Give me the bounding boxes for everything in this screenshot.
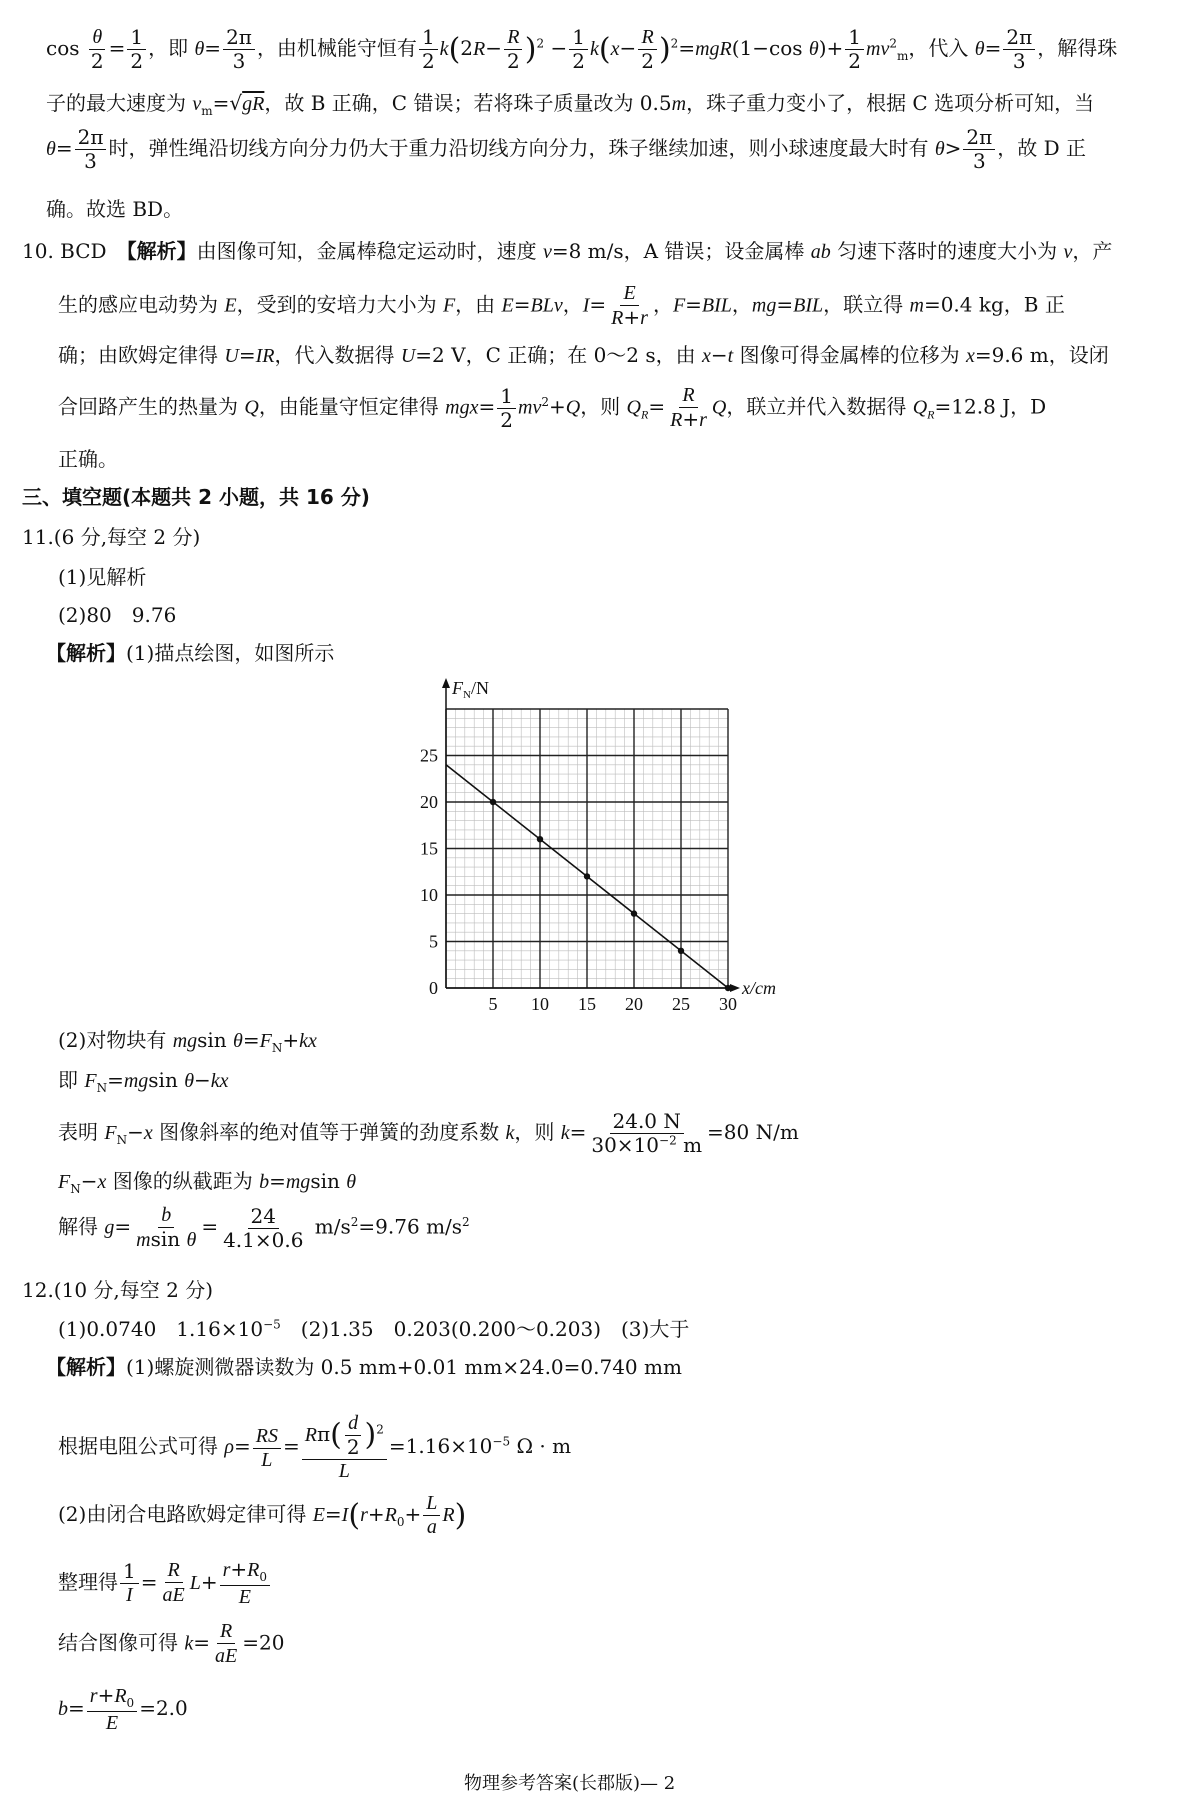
x-tick-label: 15 (578, 994, 596, 1014)
data-point (537, 836, 543, 842)
q9-line-2: 子的最大速度为 $v_m=√gR$，故 B 正确，C 错误；若将珠子质量改为 0.5m，珠子重力变小了，根据 C 选项分析可知，当 (46, 91, 1095, 118)
q11-exp1-text: (1)描点绘图，如图所示 (126, 641, 335, 665)
q9-line-3: θ= $\frac{2\pi}{3}$ 时，弹性绳沿切线方向分力仍大于重力沿切线方向分力，珠子继续加速，则小球速度最大时有 θ> $\frac{2\pi}{3}$ ，故 D 正 (46, 125, 1087, 173)
q11-answer-1: (1)见解析 (58, 565, 147, 589)
q12-exp-1: 【解析】(1)螺旋测微器读数为 0.5 mm+0.01 mm×24.0=0.740 mm (46, 1355, 682, 1379)
q12-exp-6: b= $\frac{r+R_0}{E}$ =2.0 (58, 1683, 188, 1734)
y-axis-arrow (442, 678, 450, 688)
x-axis-label: x/cm (742, 978, 776, 998)
y-tick-label: 5 (429, 931, 438, 952)
q11-tag: 【解析】 (46, 641, 126, 665)
q10-line-1: 10. BCD 【解析】由图像可知，金属棒稳定运动时，速度 v=8 m/s，A 错误；设金属棒 ab 匀速下落时的速度大小为 v，产 (22, 239, 1113, 263)
x-tick-label: 25 (672, 994, 690, 1014)
data-point (725, 985, 731, 991)
page-footer: 物理参考答案(长郡版)— 2 (464, 1773, 676, 1794)
y-axis-label: $F_N/N$ (452, 678, 489, 701)
q11-part2-5: 解得 g= $\frac{b}{\text{msin θ}}$ = $\frac{24}{4.1\times 0.6}$ $m/s^2=9.76$ $m/s^2$ (58, 1203, 470, 1252)
x-axis-arrow (730, 984, 740, 992)
q9-line-1: cos $\frac{\theta}{2}$ = $\frac{1}{2}$ ，即 θ= $\frac{2\pi}{3}$ ，由机械能守恒有 $\frac{1}{2}$ k(2R− $\frac{R}{2}$ )$^2$ − $\frac{1}{2}$ k(x− $\frac{R}{2}$ )$^2$=mgR(1−cos θ)+ $\frac{1}{2}$ $mv^2_m$，代入 θ= $\frac{2\pi}{3}$ ，解得珠 (46, 25, 1118, 73)
q12-answers: (1)0.0740 $1.16\times 10^{-5}$ (2)1.35 0.203(0.200～0.203) (3)大于 (58, 1317, 690, 1341)
q11-part2-1: (2)对物块有 mgsin $\theta=F_N+kx$ (58, 1028, 317, 1055)
q10-line-3: 确；由欧姆定律得 U=IR，代入数据得 U=2 V，C 正确；在 0～2 s，由 x−t 图像可得金属棒的位移为 x=9.6 m，设闭 (58, 343, 1109, 367)
q10-line-4: 合回路产生的热量为 Q，由能量守恒定律得 mgx= $\frac{1}{2}$ $mv^2+Q$，则 $Q_R=$ $\frac{R}{R+r}$ Q，联立并代入数据得 $Q_R=12.8$ J，D (58, 383, 1047, 432)
y-tick-label: 20 (420, 792, 438, 812)
q11-part2-4: $F_N-x$ 图像的纵截距为 b=mgsin θ (58, 1169, 357, 1196)
q9-line-4: 确。故选 BD。 (46, 197, 184, 221)
y-tick-label: 25 (420, 745, 438, 766)
q12-exp-5: 结合图像可得 k= $\frac{R}{aE}$ =20 (58, 1620, 285, 1667)
q12-header: 12.(10 分,每空 2 分) (22, 1278, 214, 1302)
y-tick-label: 0 (429, 978, 438, 998)
section-three-heading: 三、填空题(本题共 2 小题，共 16 分) (22, 485, 370, 509)
q11-header: 11.(6 分,每空 2 分) (22, 525, 201, 549)
q12-exp-2: 根据电阻公式可得 ρ= $\frac{RS}{L}$ = Rπ( $\frac{d}{2}$ )$^2$ L $=1.16\times 10^{-5}$ Ω · m (58, 1412, 572, 1482)
tick-labels (420, 746, 737, 1015)
data-point (631, 910, 637, 916)
q10-number: 10. BCD (22, 239, 107, 263)
x-tick-label: 30 (719, 994, 737, 1014)
major-grid (446, 709, 728, 988)
y-tick-label: 15 (420, 838, 438, 859)
data-point (490, 799, 496, 805)
q11-part2-3: 表明 $F_N-x$ 图像斜率的绝对值等于弹簧的劲度系数 k，则 k= $\frac{24.0 N}{30\times 10^{-2} m}$ =80 N/m (58, 1109, 799, 1157)
q12-exp-4: 整理得 $\frac{1}{I}$ = $\frac{R}{aE}$ L+ $\frac{r+R_0}{E}$ (58, 1558, 272, 1609)
x-tick-label: 5 (488, 994, 498, 1014)
fn-x-graph (400, 678, 820, 1014)
x-tick-label: 10 (531, 994, 549, 1014)
q12-exp-3: (2)由闭合电路欧姆定律可得 $E=I(r+R_0+$ $\frac{L}{a}$ R) (58, 1492, 467, 1538)
x-tick-label: 20 (625, 994, 643, 1014)
data-point (584, 873, 590, 879)
q12-tag: 【解析】 (46, 1355, 126, 1379)
q11-part2-2: 即 $F_N=mgsin$ θ−kx (58, 1068, 229, 1095)
q11-answer-2: (2)80 9.76 (58, 603, 177, 627)
data-point (678, 948, 684, 954)
q10-tag: 【解析】 (126, 239, 197, 263)
q11-explanation-1 (46, 640, 334, 666)
q10-line-2: 生的感应电动势为 E，受到的安培力大小为 F，由 E=BLv，I= $\frac{E}{R+r}$ ，F=BIL，mg=BIL，联立得 m=0.4 kg，B 正 (58, 282, 1065, 329)
q10-line-5: 正确。 (58, 447, 118, 471)
y-tick-label: 10 (420, 885, 438, 905)
